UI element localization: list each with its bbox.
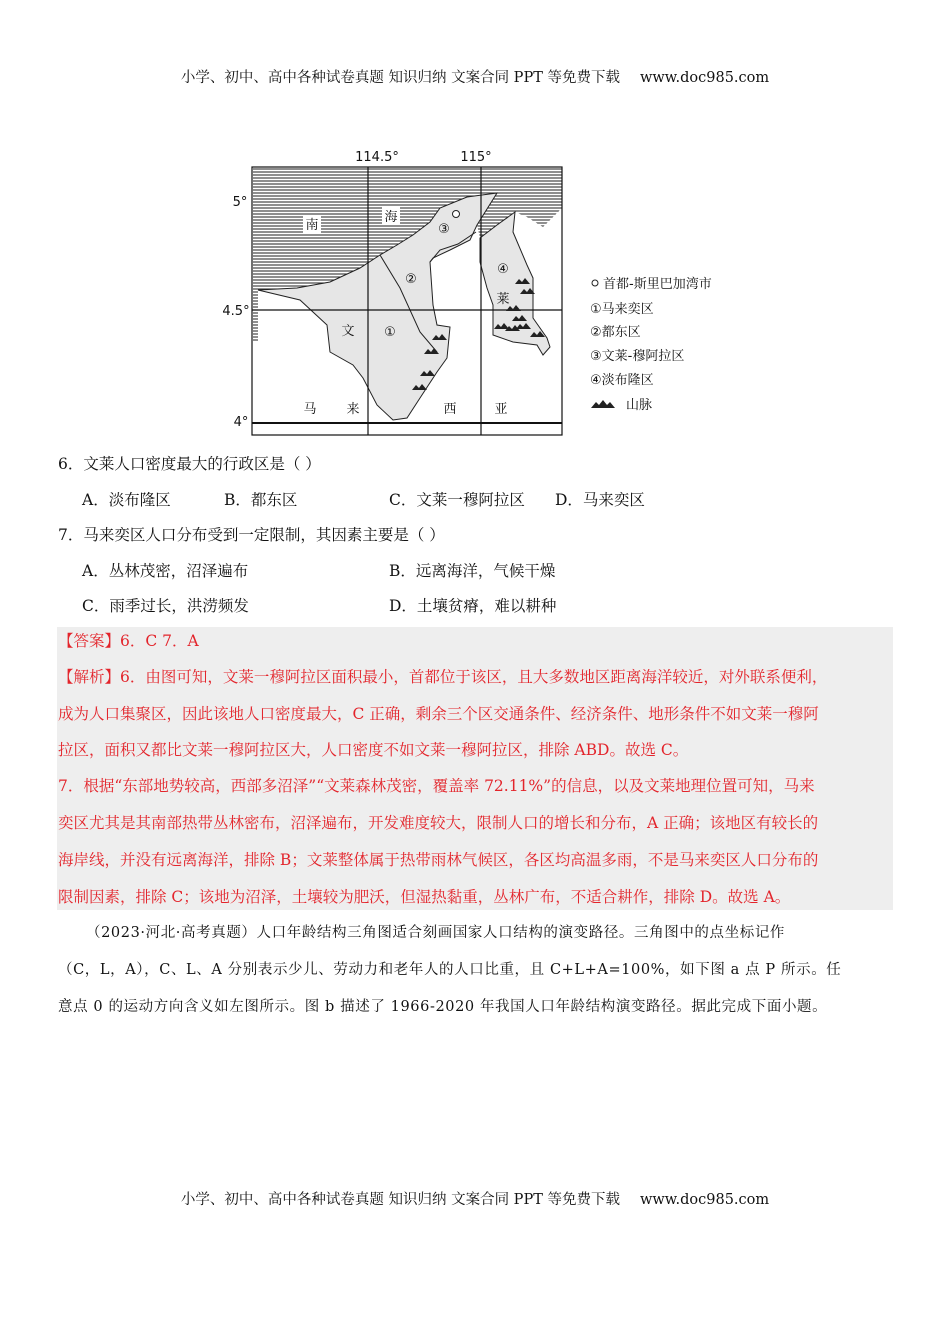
map-label: 南 xyxy=(305,218,319,233)
district-marker: ④ xyxy=(497,262,509,277)
footer-text: 小学、初中、高中各种试卷真题 知识归纳 文案合同 PPT 等免费下载 xyxy=(180,1192,620,1208)
map-label: 来 xyxy=(346,402,360,417)
legend-item: ①马来奕区 xyxy=(590,302,654,317)
analysis-line: 7．根据“东部地势较高，西部多沼泽”“文莱森林茂密，覆盖率 72.11%”的信息，以及文莱地理位置可知，马来 xyxy=(58,777,815,795)
legend-item: ②都东区 xyxy=(590,325,641,340)
footer-link[interactable]: www.doc985.com xyxy=(639,1192,770,1208)
intro-paragraph-line: 意点 0 的运动方向含义如左图所示。图 b 描述了 1966-2020 年我国人口年龄结构演变路径。据此完成下面小题。 xyxy=(58,999,828,1015)
answer-line: 【答案】6．C 7．A xyxy=(58,632,199,650)
page-footer xyxy=(0,1190,950,1210)
intro-paragraph-line: （C，L，A），C、L、A 分别表示少儿、劳动力和老年人的人口比重，且 C+L+A=100%，如下图 a 点 P 所示。任 xyxy=(58,962,842,978)
intro-paragraph-line: （2023·河北·高考真题）人口年龄结构三角图适合刻画国家人口结构的演变路径。三角图中的点坐标记作 xyxy=(86,925,786,941)
district-marker: ③ xyxy=(438,222,450,237)
lat-label: 4.5° xyxy=(222,304,250,319)
legend-item: ④淡布隆区 xyxy=(590,373,654,388)
q7-option-a: A．丛林茂密，沼泽遍布 xyxy=(82,562,249,580)
map-label: 海 xyxy=(384,210,398,225)
map-label: 马 xyxy=(303,402,317,417)
legend-item: 首都-斯里巴加湾市 xyxy=(603,277,712,292)
lon-label: 115° xyxy=(460,150,492,165)
lat-label: 5° xyxy=(232,195,248,210)
header-link[interactable]: www.doc985.com xyxy=(639,70,770,86)
q6-option-d: D．马来奕区 xyxy=(555,491,645,509)
capital-legend-icon xyxy=(592,280,598,286)
lon-label: 114.5° xyxy=(355,150,399,165)
district-marker: ② xyxy=(405,272,417,287)
page-header xyxy=(0,68,950,88)
capital-marker xyxy=(453,211,460,218)
q6-option-c: C．文莱一穆阿拉区 xyxy=(389,491,525,509)
q7-option-d: D．土壤贫瘠，难以耕种 xyxy=(389,597,557,615)
question-7-stem: 7．马来奕区人口分布受到一定限制，其因素主要是（ ） xyxy=(58,526,445,544)
q7-option-b: B．远离海洋，气候干燥 xyxy=(389,562,556,580)
question-6-stem: 6．文莱人口密度最大的行政区是（ ） xyxy=(58,455,321,473)
analysis-line: 奕区尤其是其南部热带丛林密布，沼泽遍布，开发难度较大，限制人口的增长和分布，A 正确；该地区有较长的 xyxy=(58,814,819,832)
analysis-line: 成为人口集聚区，因此该地人口密度最大，C 正确，剩余三个区交通条件、经济条件、地形条件不如文莱一穆阿 xyxy=(58,705,819,723)
analysis-line: 【解析】6．由图可知，文莱一穆阿拉区面积最小，首都位于该区，且大多数地区距离海洋较近，对外联系便利， xyxy=(58,668,828,686)
legend-item: 山脉 xyxy=(626,398,653,413)
mountain-legend-icon xyxy=(591,400,615,408)
map-label: 文 xyxy=(341,324,355,339)
q6-option-a: A．淡布隆区 xyxy=(82,491,171,509)
lat-label: 4° xyxy=(233,415,249,430)
map-legend xyxy=(590,276,712,413)
brunei-map xyxy=(220,145,730,440)
analysis-line: 拉区，面积又都比文莱一穆阿拉区大，人口密度不如文莱一穆阿拉区，排除 ABD。故选 C。 xyxy=(58,741,689,759)
q6-option-b: B．都东区 xyxy=(224,491,298,509)
analysis-line: 海岸线，并没有远离海洋，排除 B；文莱整体属于热带雨林气候区，各区均高温多雨，不是马来奕区人口分布的 xyxy=(58,851,819,869)
header-text: 小学、初中、高中各种试卷真题 知识归纳 文案合同 PPT 等免费下载 xyxy=(180,70,620,86)
legend-item: ③文莱-穆阿拉区 xyxy=(590,349,685,364)
analysis-line: 限制因素，排除 C；该地为沼泽，土壤较为肥沃，但湿热黏重，丛林广布，不适合耕作，排除 D。故选 A。 xyxy=(58,888,791,906)
map-label: 莱 xyxy=(496,292,510,307)
q7-option-c: C．雨季过长，洪涝频发 xyxy=(82,597,249,615)
map-label: 西 xyxy=(443,402,457,417)
map-label: 亚 xyxy=(494,402,508,417)
district-marker: ① xyxy=(384,325,396,340)
